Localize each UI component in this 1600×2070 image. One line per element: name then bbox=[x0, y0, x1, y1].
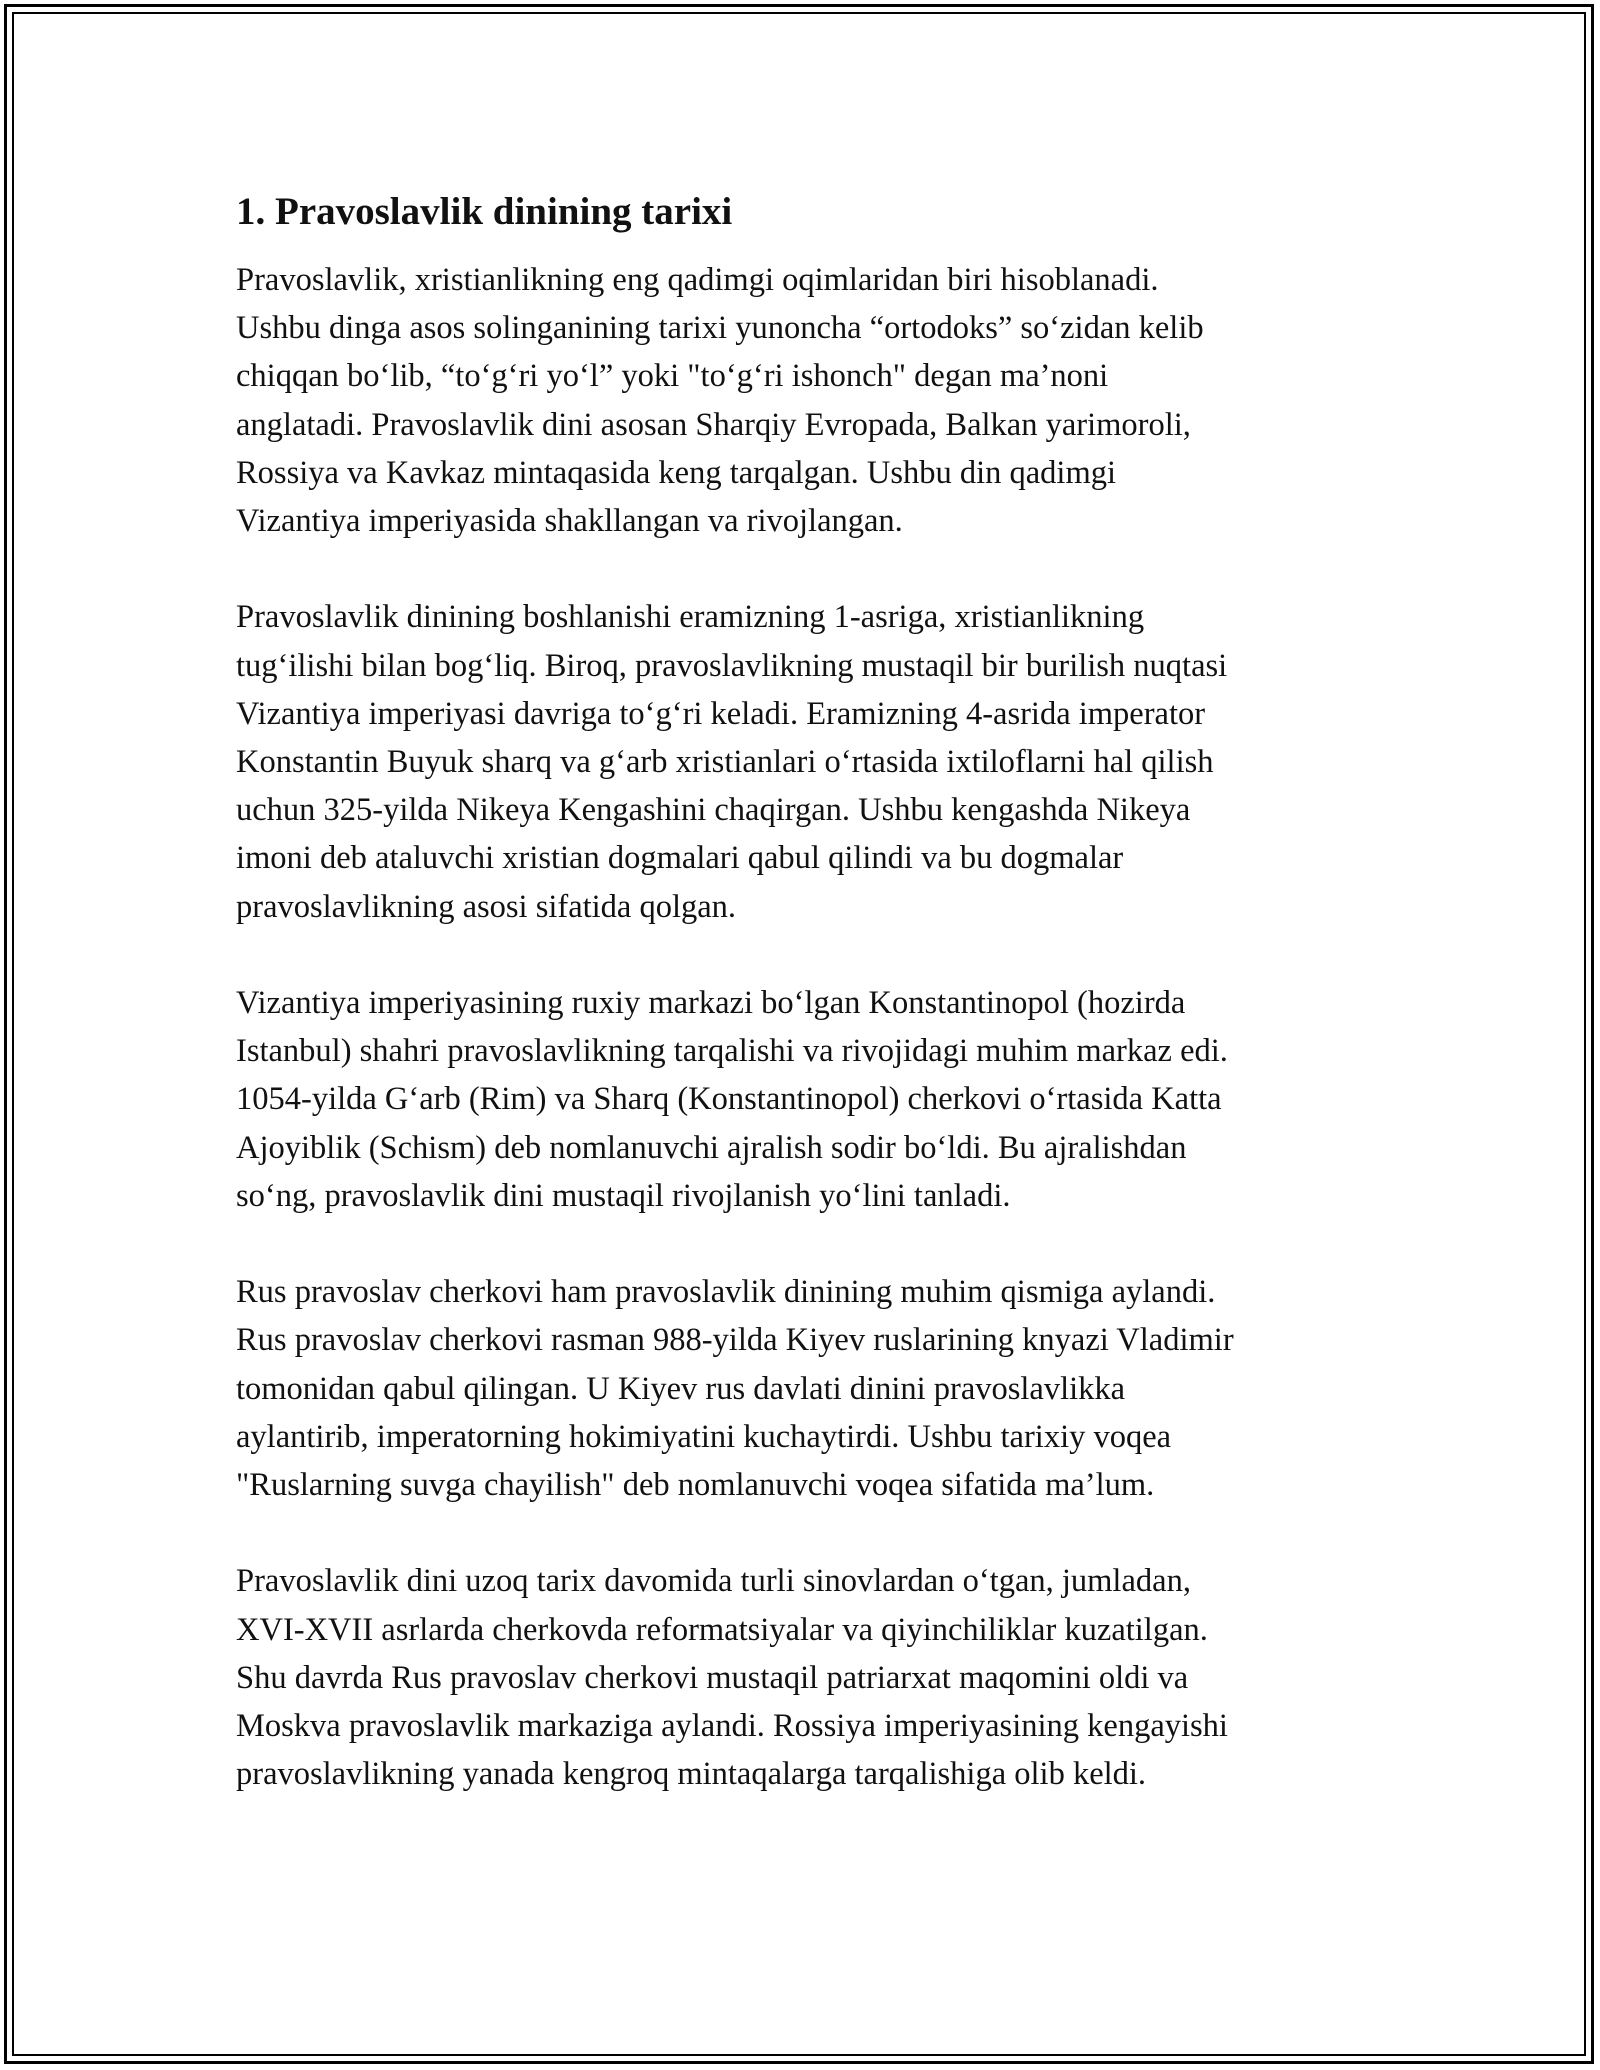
text-line: tug‘ilishi bilan bog‘liq. Biroq, pravoslavlikning mustaqil bir burilish nuqtasi bbox=[236, 647, 1228, 684]
paragraph-4 bbox=[236, 1268, 1366, 1509]
text-line: Vizantiya imperiyasining ruxiy markazi bo‘lgan Konstantinopol (hozirda bbox=[236, 985, 1186, 1022]
document-body bbox=[236, 188, 1366, 1847]
text-line: "Ruslarning suvga chayilish" deb nomlanuvchi voqea sifatida ma’lum. bbox=[236, 1467, 1155, 1504]
text-line: XVI-XVII asrlarda cherkovda reformatsiyalar va qiyinchiliklar kuzatilgan. bbox=[236, 1611, 1208, 1648]
text-line: Istanbul) shahri pravoslavlikning tarqalishi va rivojidagi muhim markaz edi. bbox=[236, 1033, 1228, 1070]
text-line: Shu davrda Rus pravoslav cherkovi mustaqil patriarxat maqomini oldi va bbox=[236, 1659, 1189, 1696]
text-line: Rus pravoslav cherkovi ham pravoslavlik dinining muhim qismiga aylandi. bbox=[236, 1274, 1216, 1311]
text-line: Pravoslavlik, xristianlikning eng qadimgi oqimlaridan biri hisoblanadi. bbox=[236, 262, 1159, 298]
text-line: Ushbu dinga asos solinganining tarixi yunoncha “ortodoks” so‘zidan kelib bbox=[236, 310, 1204, 347]
text-line: chiqqan bo‘lib, “to‘g‘ri yo‘l” yoki "to‘g‘ri ishonch" degan ma’noni bbox=[236, 358, 1109, 395]
text-line: so‘ng, pravoslavlik dini mustaqil rivojlanish yo‘lini tanladi. bbox=[236, 1177, 1011, 1214]
text-line: pravoslavlikning asosi sifatida qolgan. bbox=[236, 888, 737, 925]
text-line: Ajoyiblik (Schism) deb nomlanuvchi ajralish sodir bo‘ldi. Bu ajralishdan bbox=[236, 1129, 1187, 1166]
paragraph-5 bbox=[236, 1557, 1366, 1798]
paragraph-3 bbox=[236, 979, 1366, 1220]
paragraph-1 bbox=[236, 256, 1366, 545]
text-line: 1054-yilda G‘arb (Rim) va Sharq (Konstantinopol) cherkovi o‘rtasida Katta bbox=[236, 1081, 1222, 1118]
text-line: Pravoslavlik dinining boshlanishi eramizning 1-asriga, xristianlikning bbox=[236, 599, 1145, 636]
text-line: uchun 325-yilda Nikeya Kengashini chaqirgan. Ushbu kengashda Nikeya bbox=[236, 792, 1191, 829]
section-heading: 1. Pravoslavlik dinining tarixi bbox=[236, 190, 733, 233]
text-line: imoni deb ataluvchi xristian dogmalari qabul qilindi va bu dogmalar bbox=[236, 840, 1124, 877]
text-line: Vizantiya imperiyasida shakllangan va rivojlangan. bbox=[236, 503, 903, 540]
text-line: pravoslavlikning yanada kengroq mintaqalarga tarqalishiga olib keldi. bbox=[236, 1756, 1147, 1793]
text-line: Vizantiya imperiyasi davriga to‘g‘ri keladi. Eramizning 4-asrida imperator bbox=[236, 695, 1206, 732]
text-line: Konstantin Buyuk sharq va g‘arb xristianlari o‘rtasida ixtiloflarni hal qilish bbox=[236, 744, 1214, 781]
text-line: anglatadi. Pravoslavlik dini asosan Sharqiy Evropada, Balkan yarimoroli, bbox=[236, 406, 1191, 443]
text-line: Pravoslavlik dini uzoq tarix davomida turli sinovlardan o‘tgan, jumladan, bbox=[236, 1563, 1191, 1600]
text-line: tomonidan qabul qilingan. U Kiyev rus davlati dinini pravoslavlikka bbox=[236, 1370, 1126, 1407]
text-line: Rus pravoslav cherkovi rasman 988-yilda Kiyev ruslarining knyazi Vladimir bbox=[236, 1322, 1234, 1359]
text-line: aylantirib, imperatorning hokimiyatini kuchaytirdi. Ushbu tarixiy voqea bbox=[236, 1418, 1172, 1455]
text-line: Moskva pravoslavlik markaziga aylandi. Rossiya imperiyasining kengayishi bbox=[236, 1708, 1228, 1745]
paragraph-2 bbox=[236, 593, 1366, 930]
text-line: Rossiya va Kavkaz mintaqasida keng tarqalgan. Ushbu din qadimgi bbox=[236, 454, 1117, 491]
